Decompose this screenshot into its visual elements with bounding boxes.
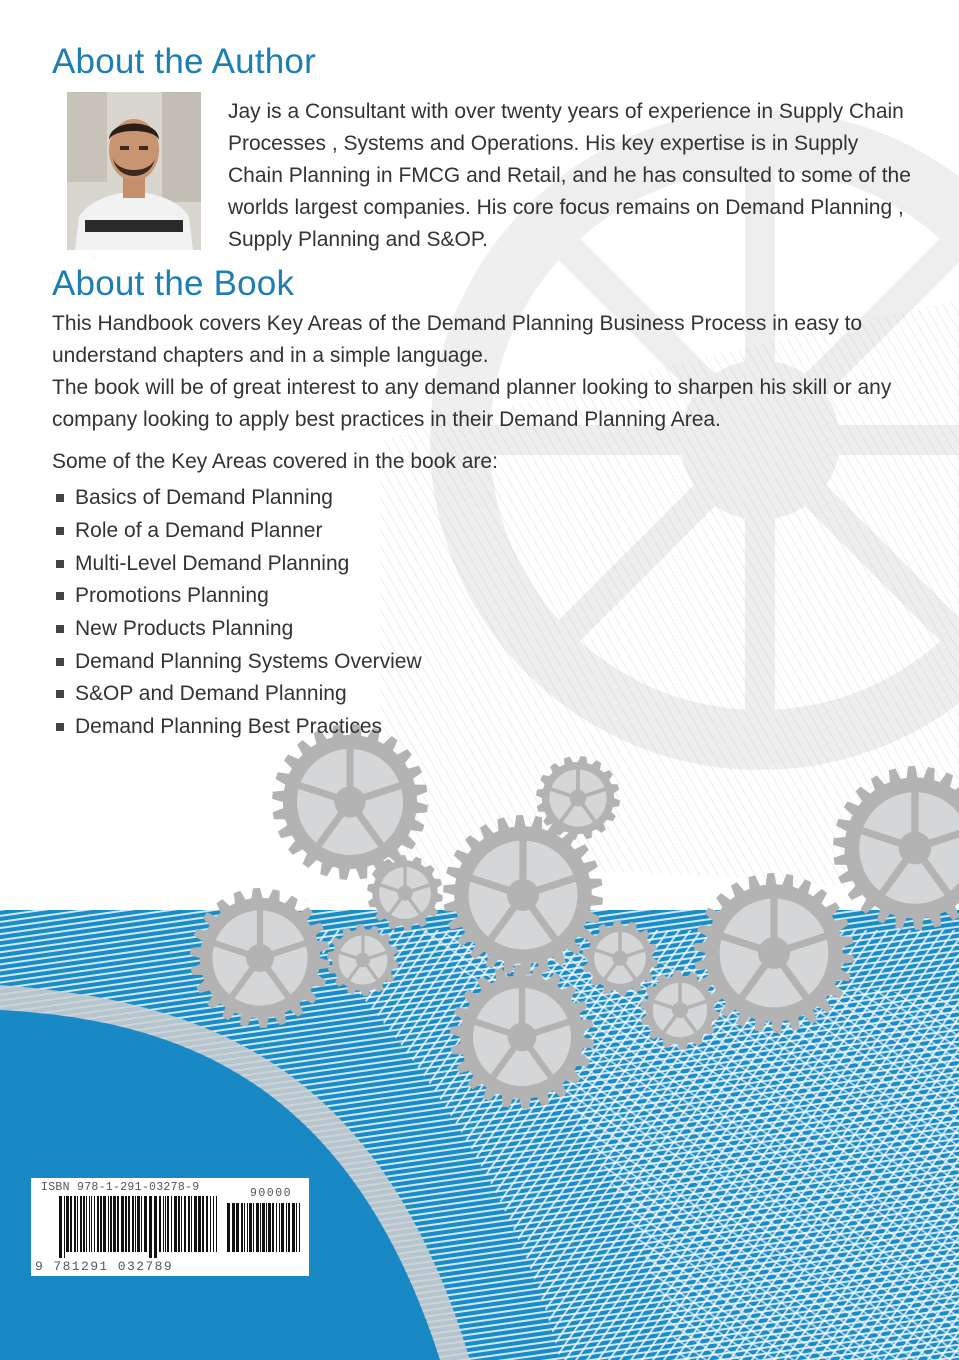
barcode-bar	[279, 1203, 280, 1252]
barcode-bar	[191, 1196, 192, 1252]
barcode-bar	[276, 1203, 277, 1252]
barcode-bar	[244, 1203, 245, 1252]
barcode-bar	[236, 1203, 239, 1252]
book-description	[52, 308, 922, 436]
square-bullet-icon	[56, 625, 64, 633]
barcode-bar	[137, 1196, 140, 1252]
barcode-bar	[121, 1196, 124, 1252]
list-item-label: S&OP and Demand Planning	[75, 682, 347, 706]
isbn-barcode	[31, 1178, 309, 1276]
barcode-bar	[66, 1196, 69, 1252]
barcode-bar	[227, 1203, 230, 1252]
barcode-bar	[163, 1196, 164, 1252]
barcode-bar	[135, 1196, 136, 1252]
price-code: 90000	[250, 1187, 293, 1200]
list-item	[56, 515, 422, 548]
barcode-bar	[241, 1203, 243, 1252]
square-bullet-icon	[56, 592, 64, 600]
isbn-digits: 9 781291 032789	[35, 1259, 174, 1274]
barcode-bar	[181, 1196, 182, 1252]
addon-barcode-bars	[227, 1203, 301, 1258]
barcode-bar	[188, 1196, 190, 1252]
barcode-bar	[292, 1203, 295, 1252]
isbn-label: ISBN 978-1-291-03278-9	[41, 1181, 200, 1194]
square-bullet-icon	[56, 560, 64, 568]
barcode-bar	[198, 1196, 201, 1252]
barcode-bar	[77, 1196, 78, 1252]
barcode-bar	[286, 1203, 287, 1252]
barcode-bar	[94, 1196, 95, 1252]
about-author-heading: About the Author	[52, 42, 316, 81]
barcode-bar	[206, 1196, 208, 1252]
book-description-line-1: This Handbook covers Key Areas of the Demand Planning Business Process in easy to understand chapters and in a simple language.	[52, 312, 863, 367]
barcode-bar	[253, 1203, 254, 1252]
barcode-bar	[100, 1196, 102, 1252]
barcode-bar	[213, 1196, 214, 1252]
barcode-bar	[97, 1196, 99, 1252]
barcode-bar	[64, 1196, 65, 1258]
barcode-bar	[167, 1196, 169, 1252]
barcode-bar	[178, 1196, 180, 1252]
square-bullet-icon	[56, 723, 64, 731]
list-item	[56, 645, 422, 678]
about-book-heading: About the Book	[52, 264, 295, 303]
barcode-bar	[260, 1203, 261, 1252]
barcode-bar	[268, 1203, 271, 1252]
barcode-bar	[128, 1196, 130, 1252]
list-item	[56, 580, 422, 613]
list-item	[56, 482, 422, 515]
barcode-bar	[83, 1196, 85, 1252]
barcode-bar	[210, 1196, 211, 1252]
book-description-line-2: The book will be of great interest to any demand planner looking to sharpen his skill or any company looking to apply best practices in their Demand Planning Area.	[52, 376, 892, 431]
square-bullet-icon	[56, 658, 64, 666]
barcode-bar	[202, 1196, 204, 1252]
barcode-bar	[132, 1196, 134, 1252]
barcode-bar	[89, 1196, 90, 1252]
barcode-bar	[154, 1196, 157, 1258]
list-item-label: Role of a Demand Planner	[75, 519, 323, 543]
key-areas-intro: Some of the Key Areas covered in the book are:	[52, 450, 498, 473]
list-item-label: Promotions Planning	[75, 584, 269, 608]
barcode-bar	[141, 1196, 142, 1252]
barcode-bar	[256, 1203, 259, 1252]
author-photo	[67, 92, 201, 250]
barcode-bar	[149, 1196, 152, 1258]
barcode-bar	[296, 1203, 297, 1252]
author-bio: Jay is a Consultant with over twenty years of experience in Supply Chain Processes , Systems and Operations. His key expertise is in Supply Chain Planning in FMCG and Retail, and he has consulted to some of the worlds largest companies. His core focus remains on Demand Planning , Supply Planning and S&OP.	[228, 100, 911, 251]
barcode-bar	[144, 1196, 147, 1252]
barcode-bar	[299, 1203, 300, 1252]
key-areas-list	[56, 482, 422, 744]
barcode-bar	[174, 1196, 177, 1252]
barcode-bar	[171, 1196, 172, 1252]
barcode-bar	[266, 1203, 267, 1252]
barcode-bar	[262, 1203, 265, 1252]
barcode-bar	[249, 1203, 252, 1252]
barcode-bar	[91, 1196, 92, 1252]
list-item-label: Multi-Level Demand Planning	[75, 551, 350, 575]
barcode-bars	[59, 1196, 219, 1258]
barcode-bar	[108, 1196, 109, 1252]
list-item-label: New Products Planning	[75, 617, 294, 641]
barcode-bar	[86, 1196, 87, 1252]
barcode-bar	[103, 1196, 106, 1252]
barcode-bar	[247, 1203, 248, 1252]
square-bullet-icon	[56, 690, 64, 698]
list-item	[56, 547, 422, 580]
list-item	[56, 678, 422, 711]
barcode-bar	[74, 1196, 76, 1252]
square-bullet-icon	[56, 494, 64, 502]
barcode-bar	[194, 1196, 197, 1252]
list-item	[56, 711, 422, 744]
barcode-bar	[288, 1203, 290, 1252]
list-item-label: Demand Planning Systems Overview	[75, 649, 422, 673]
square-bullet-icon	[56, 527, 64, 535]
barcode-bar	[125, 1196, 127, 1252]
barcode-bar	[113, 1196, 116, 1252]
barcode-bar	[272, 1203, 274, 1252]
barcode-bar	[80, 1196, 82, 1252]
barcode-bar	[59, 1196, 62, 1258]
barcode-bar	[159, 1196, 161, 1252]
list-item-label: Basics of Demand Planning	[75, 486, 333, 510]
barcode-bar	[281, 1203, 284, 1252]
barcode-bar	[216, 1196, 217, 1252]
barcode-bar	[70, 1196, 72, 1252]
barcode-bar	[165, 1196, 166, 1252]
barcode-bar	[117, 1196, 119, 1252]
barcode-bar	[184, 1196, 186, 1252]
barcode-bar	[232, 1203, 235, 1252]
list-item-label: Demand Planning Best Practices	[75, 715, 382, 739]
list-item	[56, 613, 422, 646]
barcode-bar	[110, 1196, 112, 1252]
